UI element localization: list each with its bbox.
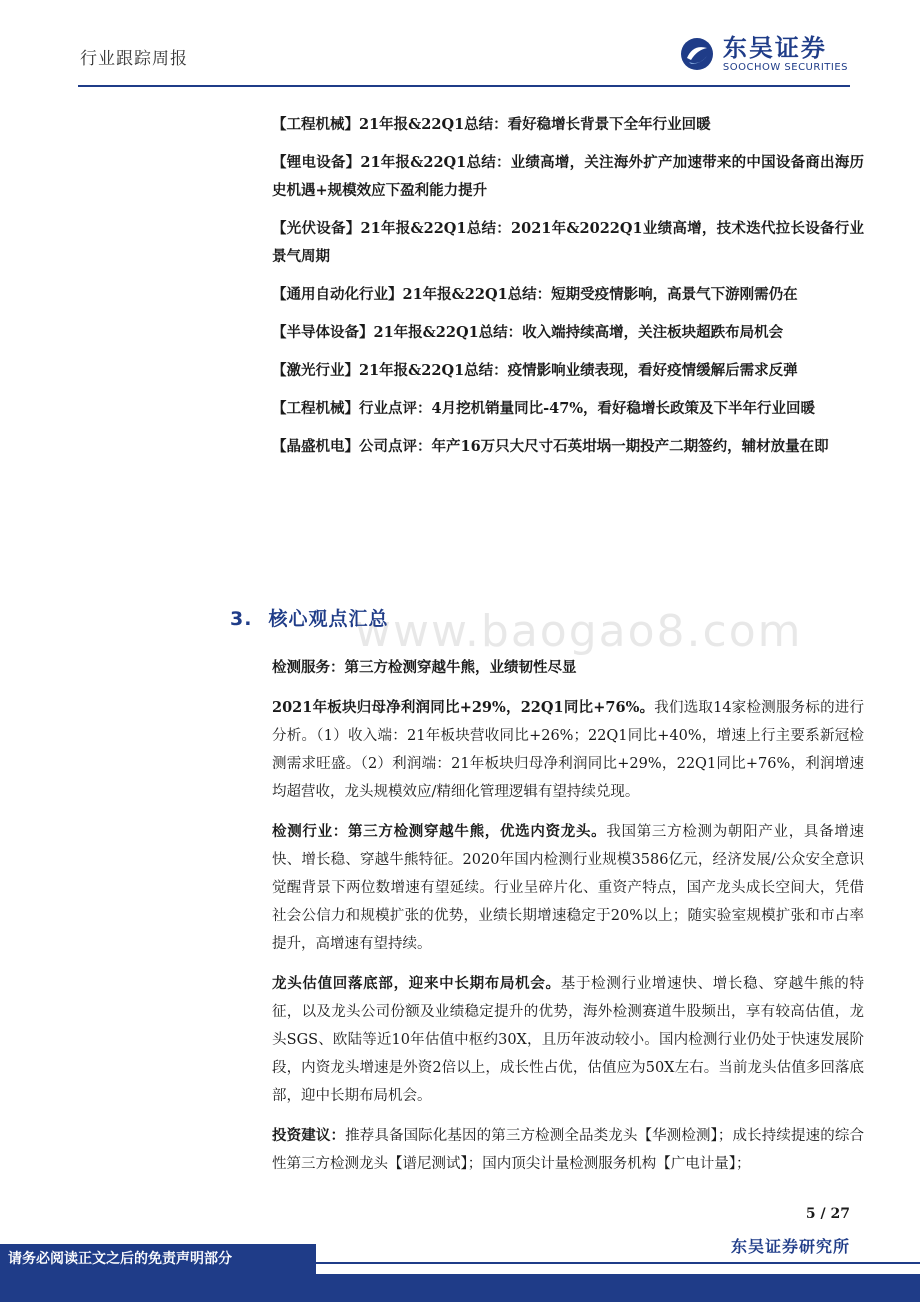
report-list [272,111,864,461]
core-views-body [272,654,864,1178]
paragraph-3 [272,970,864,1110]
institute-name: 东吴证券研究所 [730,1237,850,1256]
report-type: 行业跟踪周报 [80,49,188,69]
report-list-item[interactable]: 【半导体设备】21年报&22Q1总结：收入端持续高增，关注板块超跌布局机会 [272,324,784,341]
paragraph-1 [272,694,864,806]
report-list-item[interactable]: 【光伏设备】21年报&22Q1总结：2021年&2022Q1业绩高增，技术迭代拉长设备行业景气周期 [272,220,864,265]
paragraph-text: 推荐具备国际化基因的第三方检测全品类龙头【华测检测】；成长持续提速的综合性第三方检测龙头【谱尼测试】；国内顶尖计量检测服务机构【广电计量】； [272,1128,864,1172]
report-list-item[interactable]: 【晶盛机电】公司点评：年产16万只大尺寸石英坩埚一期投产二期签约，辅材放量在即 [272,438,829,455]
paragraph-lead: 检测行业：第三方检测穿越牛熊，优选内资龙头。 [272,823,607,840]
paragraph-text: 我国第三方检测为朝阳产业，具备增速快、增长稳、穿越牛熊特征。2020年国内检测行业规模3586亿元，经济发展/公众安全意识觉醒背景下两位数增速有望延续。行业呈碎片化、重资产特点，国产龙头成长空间大，凭借社会公信力和规模扩张的优势，业绩长期增速稳定于20%以上；随实验室规模扩张和市占率提升，高增速有望持续。 [272,824,865,952]
section-heading [230,604,388,631]
logo-chinese-name: 东吴证券 [722,34,827,62]
report-list-item[interactable]: 【工程机械】行业点评：4月挖机销量同比-47%，看好稳增长政策及下半年行业回暖 [272,400,816,417]
logo-english-name: SOOCHOW SECURITIES [722,62,848,73]
header-divider [78,85,850,87]
paragraph-text: 我们选取14家检测服务标的进行分析。（1）收入端：21年板块营收同比+26%；22Q1同比+40%，增速上行主要系新冠检测需求旺盛。（2）利润端：21年板块归母净利润同比+29%，22Q1同比+76%，利润增速均超营收，龙头规模效应/精细化管理逻辑有望持续兑现。 [272,700,865,800]
page-number: 5 / 27 [805,1206,850,1222]
report-list-item[interactable]: 【通用自动化行业】21年报&22Q1总结：短期受疫情影响，高景气下游刚需仍在 [272,286,798,303]
disclaimer-banner: 请务必阅读正文之后的免责声明部分 [0,1244,316,1274]
report-list-item[interactable]: 【工程机械】21年报&22Q1总结：看好稳增长背景下全年行业回暖 [272,116,711,133]
paragraph-2 [272,818,864,958]
report-list-item[interactable]: 【锂电设备】21年报&22Q1总结：业绩高增，关注海外扩产加速带来的中国设备商出海历史机遇+规模效应下盈利能力提升 [272,154,864,199]
paragraph-lead: 投资建议： [272,1127,346,1144]
footer-bar [0,1274,920,1302]
paragraph-lead: 2021年板块归母净利润同比+29%，22Q1同比+76%。 [272,699,655,716]
paragraph-4 [272,1122,864,1178]
report-list-item[interactable]: 【激光行业】21年报&22Q1总结：疫情影响业绩表现，看好疫情缓解后需求反弹 [272,362,798,379]
subheading: 检测服务：第三方检测穿越牛熊，业绩韧性尽显 [272,659,577,676]
section-number: 3. [230,608,253,630]
soochow-logo-icon [679,36,715,72]
paragraph-text: 基于检测行业增速快、增长稳、穿越牛熊的特征，以及龙头公司份额及业绩稳定提升的优势，海外检测赛道牛股频出，享有较高估值，龙头SGS、欧陆等近10年估值中枢约30X，且历年波动较小。国内检测行业仍处于快速发展阶段，内资龙头增速是外资2倍以上，成长性占优，估值应为50X左右。当前龙头估值多回落底部，迎中长期布局机会。 [272,976,864,1104]
watermark: www.baogao8.com [355,606,803,657]
section-title: 核心观点汇总 [268,608,389,630]
company-logo [679,34,848,74]
paragraph-lead: 龙头估值回落底部，迎来中长期布局机会。 [272,975,561,992]
